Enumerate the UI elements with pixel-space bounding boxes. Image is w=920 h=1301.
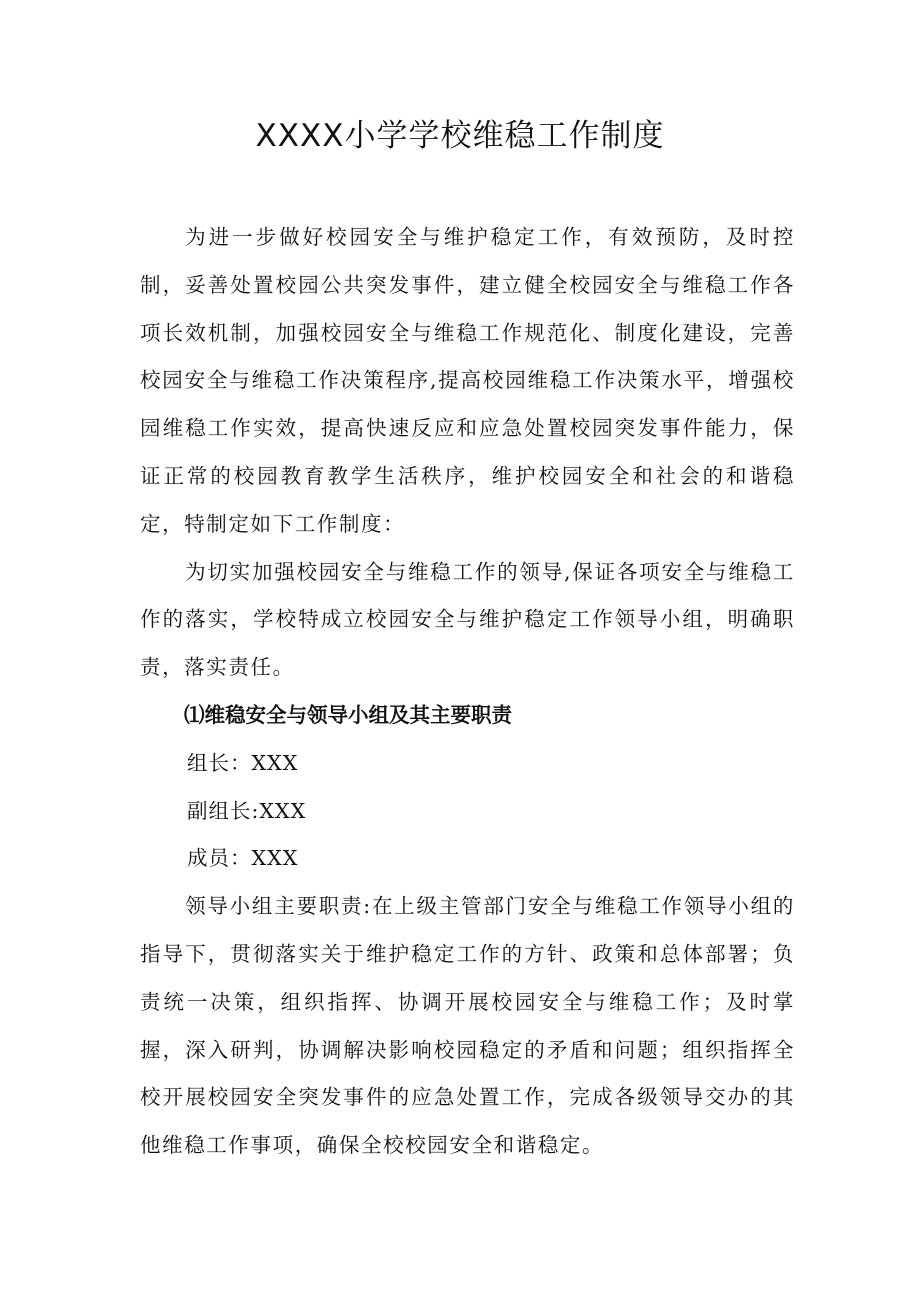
intro-paragraph: 为进一步做好校园安全与维护稳定工作，有效预防，及时控制，妥善处置校园公共突发事件，建立健全校园安全与维稳工作各项长效机制，加强校园安全与维稳工作规范化、制度化建设，完善校园安全与维稳工作决策程序,提高校园维稳工作决策水平，增强校园维稳工作实效，提高快速反应和应急处置校园突发事件能力，保证正常的校园教育教学生活秩序，维护校园安全和社会的和谐稳定，特制定如下工作制度： (140, 225, 795, 536)
section-heading: ⑴维稳安全与领导小组及其主要职责 (184, 702, 512, 727)
duties-paragraph: 领导小组主要职责:在上级主管部门安全与维稳工作领导小组的指导下，贯彻落实关于维护稳定工作的方针、政策和总体部署；负责统一决策，组织指挥、协调开展校园安全与维稳工作；及时掌握，深入研判，协调解决影响校园稳定的矛盾和问题；组织指挥全校开展校园安全突发事件的应急处置工作，完成各级领导交办的其他维稳工作事项，确保全校校园安全和谐稳定。 (140, 894, 795, 1158)
members-line: 成员：XXX (187, 846, 299, 871)
document-body (140, 214, 795, 1170)
document-title: XXXX小学学校维稳工作制度 (255, 118, 665, 154)
leader-line: 组长：XXX (187, 750, 299, 775)
leadership-paragraph: 为切实加强校园安全与维稳工作的领导,保证各项安全与维稳工作的落实，学校特成立校园安全与维护稳定工作领导小组，明确职责，落实责任。 (140, 559, 795, 680)
deputy-leader-line: 副组长:XXX (187, 798, 307, 823)
